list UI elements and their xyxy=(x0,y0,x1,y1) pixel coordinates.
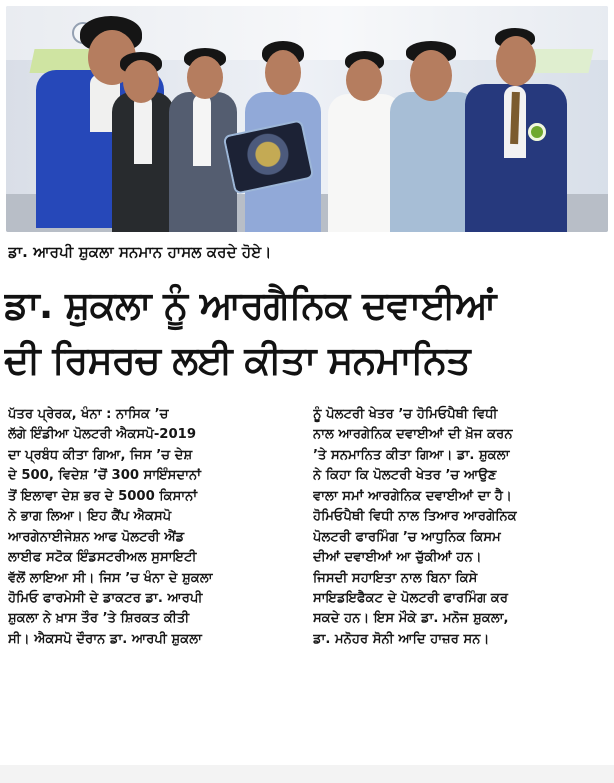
article-line: ਆਰਗੇਨਾਈਜੇਸ਼ਨ ਆਫ ਪੋਲਟਰੀ ਐਂਡ xyxy=(8,529,185,545)
person-right-blue-suit xyxy=(461,22,571,232)
article-line: ਹੋਮਿਓ ਫਾਰਮੇਸੀ ਦੇ ਡਾਕਟਰ ਡਾ. ਆਰਪੀ xyxy=(8,590,203,606)
shirt xyxy=(193,94,211,166)
article-line: ਦੇ 500, ਵਿਦੇਸ਼ ’ਚੋਂ 300 ਸਾਇੰਸਦਾਨਾਂ xyxy=(8,468,201,484)
article-line: ਸੀ। ਐਕਸਪੋ ਦੌਰਾਨ ਡਾ. ਆਰਪੀ ਸ਼ੁਕਲਾ xyxy=(8,631,202,647)
article-line: ਤੋਂ ਇਲਾਵਾ ਦੇਸ਼ ਭਰ ਦੇ 5000 ਕਿਸਾਨਾਂ xyxy=(8,488,198,504)
article-line: ਵੱਲੋਂ ਲਾਇਆ ਸੀ। ਜਿਸ ’ਚ ਖੰਨਾ ਦੇ ਸ਼ੁਕਲਾ xyxy=(8,570,213,586)
face xyxy=(123,60,159,103)
article-line: ਨੇ ਭਾਗ ਲਿਆ। ਇਹ ਕੈਂਪ ਐਕਸਪੋ xyxy=(8,509,172,525)
photo-caption: ਡਾ. ਆਰਪੀ ਸ਼ੁਕਲਾ ਸਨਮਾਨ ਹਾਸਲ ਕਰਦੇ ਹੋਏ। xyxy=(8,243,272,261)
face xyxy=(496,36,536,86)
article-line: ਲੱਗੇ ਇੰਡੀਆ ਪੋਲਟਰੀ ਐਕਸਪੋ-2019 xyxy=(8,427,196,443)
article-line: ਦਾ ਪ੍ਰਬੰਧ ਕੀਤਾ ਗਿਆ, ਜਿਸ ’ਚ ਦੇਸ਼ xyxy=(8,447,193,463)
right-text-column xyxy=(313,405,604,759)
left-text-column xyxy=(8,405,297,759)
article-line: ਸ਼ੁਕਲਾ ਨੇ ਖ਼ਾਸ ਤੌਰ ’ਤੇ ਸ਼ਿਰਕਤ ਕੀਤੀ xyxy=(8,611,190,627)
article-line: ਦੀਆਂ ਦਵਾਈਆਂ ਆ ਚੁੱਕੀਆਂ ਹਨ। xyxy=(313,550,482,566)
article-body xyxy=(8,405,606,759)
face xyxy=(187,56,223,99)
article-line: ਡਾ. ਮਨੋਹਰ ਸੋਨੀ ਆਦਿ ਹਾਜ਼ਰ ਸਨ। xyxy=(313,631,490,647)
headline-line-1: ਡਾ. ਸ਼ੁਕਲਾ ਨੂੰ ਆਰਗੈਨਿਕ ਦਵਾਈਆਂ xyxy=(4,283,496,327)
article-line: ਵਾਲਾ ਸਮਾਂ ਆਰਗੇਨਿਕ ਦਵਾਈਆਂ ਦਾ ਹੈ। xyxy=(313,488,512,504)
headline-line-2: ਦੀ ਰਿਸਰਚ ਲਈ ਕੀਤਾ ਸਨਮਾਨਿਤ xyxy=(4,338,470,382)
article-line: ਜਿਸਦੀ ਸਹਾਇਤਾ ਨਾਲ ਬਿਨਾ ਕਿਸੇ xyxy=(313,570,478,586)
award-photo xyxy=(6,6,608,232)
headline xyxy=(4,278,610,401)
face xyxy=(265,50,301,95)
article-line: ’ਤੇ ਸਨਮਾਨਿਤ ਕੀਤਾ ਗਿਆ। ਡਾ. ਸ਼ੁਕਲਾ xyxy=(313,447,510,463)
article-line: ਹੋਮਿਓਪੈਥੀ ਵਿਧੀ ਨਾਲ ਤਿਆਰ ਆਰਗੇਨਿਕ xyxy=(313,509,517,525)
article-line: ਲਾਈਫ ਸਟੋਕ ਇੰਡਸਟਰੀਅਲ ਸੁਸਾਇਟੀ xyxy=(8,550,197,566)
person-third-grey-suit xyxy=(164,38,240,232)
article-line: ਨੇ ਕਿਹਾ ਕਿ ਪੋਲਟਰੀ ਖੇਤਰ ’ਚ ਆਉਣ xyxy=(313,468,497,484)
face xyxy=(346,59,382,101)
article-line: ਪੋਲਟਰੀ ਫਾਰਮਿੰਗ ’ਚ ਆਧੁਨਿਕ ਕਿਸਮ xyxy=(313,529,501,545)
article-line: ਨਾਲ ਆਰਗੇਨਿਕ ਦਵਾਈਆਂ ਦੀ ਖ਼ੋਜ ਕਰਨ xyxy=(313,427,513,443)
bottom-paper-edge xyxy=(0,765,614,783)
face xyxy=(410,50,452,101)
article-line: ਪੱਤਰ ਪ੍ਰੇਰਕ, ਖੰਨਾ : ਨਾਸਿਕ ’ਚ xyxy=(8,407,169,422)
green-badge-icon xyxy=(528,123,546,141)
shirt xyxy=(134,94,152,164)
article-line: ਸਕਦੇ ਹਨ। ਇਸ ਮੌਕੇ ਡਾ. ਮਨੋਜ ਸ਼ੁਕਲਾ, xyxy=(313,611,509,627)
article-line: ਸਾਇਡਇਫੈਕਟ ਦੇ ਪੋਲਟਰੀ ਫਾਰਮਿੰਗ ਕਰ xyxy=(313,590,509,606)
article-line: ਨੂੰ ਪੋਲਟਰੀ ਖੇਤਰ ’ਚ ਹੋਮਿਓਪੈਥੀ ਵਿਧੀ xyxy=(313,407,498,422)
